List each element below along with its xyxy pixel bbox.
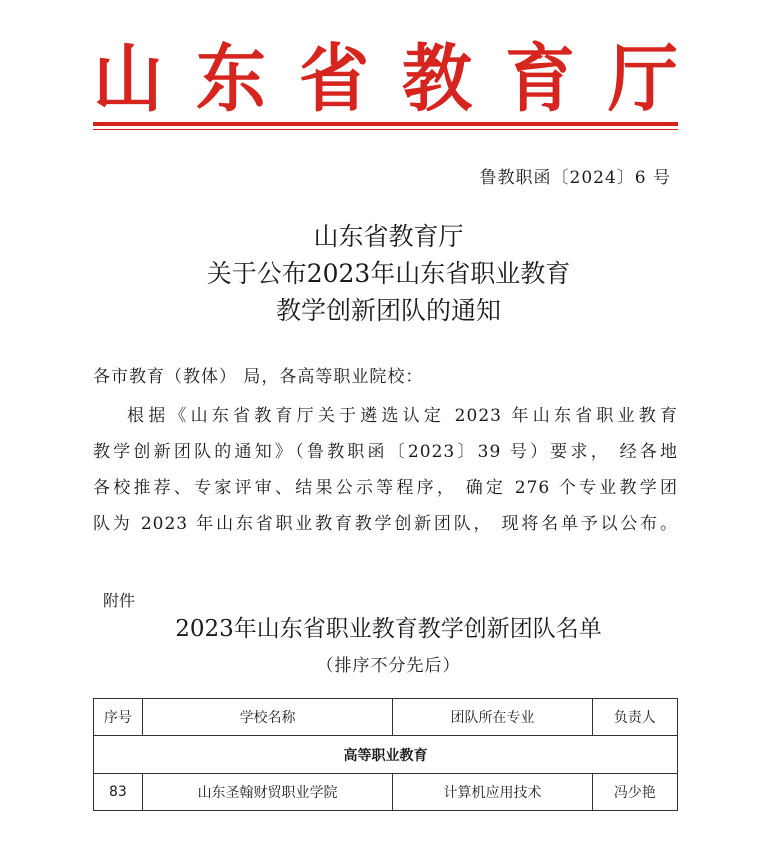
section-label: 高等职业教育 bbox=[94, 736, 678, 774]
title-line: 教学创新团队的通知 bbox=[275, 296, 501, 325]
table-section-row bbox=[94, 736, 678, 774]
cell-school: 山东圣翰财贸职业学院 bbox=[142, 774, 393, 811]
team-roster-table bbox=[93, 698, 678, 811]
header-cell-major: 团队所在专业 bbox=[393, 699, 592, 736]
document-number: 鲁教职函〔2024〕6 号 bbox=[479, 168, 671, 188]
document-title bbox=[0, 218, 777, 329]
attachment-subtitle: （排序不分先后） bbox=[316, 656, 461, 676]
masthead-char: 山 bbox=[93, 35, 163, 123]
table-header-row bbox=[94, 699, 678, 736]
body-line: 队为 2023 年山东省职业教育教学创新团队， 现将名单予以公布。 bbox=[93, 514, 678, 534]
salutation: 各市教育（教体） 局，各高等职业院校： bbox=[93, 367, 424, 387]
table-row bbox=[94, 774, 678, 811]
body-paragraph bbox=[93, 398, 678, 542]
header-cell-number: 序号 bbox=[94, 699, 143, 736]
masthead-char: 厅 bbox=[608, 35, 678, 123]
cell-number: 83 bbox=[94, 774, 143, 811]
masthead-divider-thick bbox=[93, 122, 678, 126]
header-cell-school: 学校名称 bbox=[142, 699, 393, 736]
masthead-char: 东 bbox=[196, 35, 266, 123]
attachment-title: 2023年山东省职业教育教学创新团队名单 bbox=[175, 616, 602, 642]
body-line: 教学创新团队的通知》（鲁教职函〔2023〕39 号）要求， 经各地 bbox=[93, 442, 678, 462]
cell-major: 计算机应用技术 bbox=[393, 774, 592, 811]
masthead-char: 育 bbox=[505, 35, 575, 123]
attachment-label: 附件 bbox=[103, 591, 136, 610]
cell-leader: 冯少艳 bbox=[592, 774, 677, 811]
title-line: 山东省教育厅 bbox=[313, 222, 464, 251]
header-cell-leader: 负责人 bbox=[592, 699, 677, 736]
masthead-divider-thin bbox=[93, 129, 678, 130]
body-line: 各校推荐、专家评审、结果公示等程序， 确定 276 个专业教学团 bbox=[93, 478, 678, 498]
masthead-char: 教 bbox=[402, 35, 472, 123]
title-line: 关于公布2023年山东省职业教育 bbox=[206, 259, 571, 288]
masthead-char: 省 bbox=[299, 35, 369, 123]
masthead bbox=[93, 35, 678, 123]
body-line: 根据《山东省教育厅关于遴选认定 2023 年山东省职业教育 bbox=[127, 406, 678, 426]
